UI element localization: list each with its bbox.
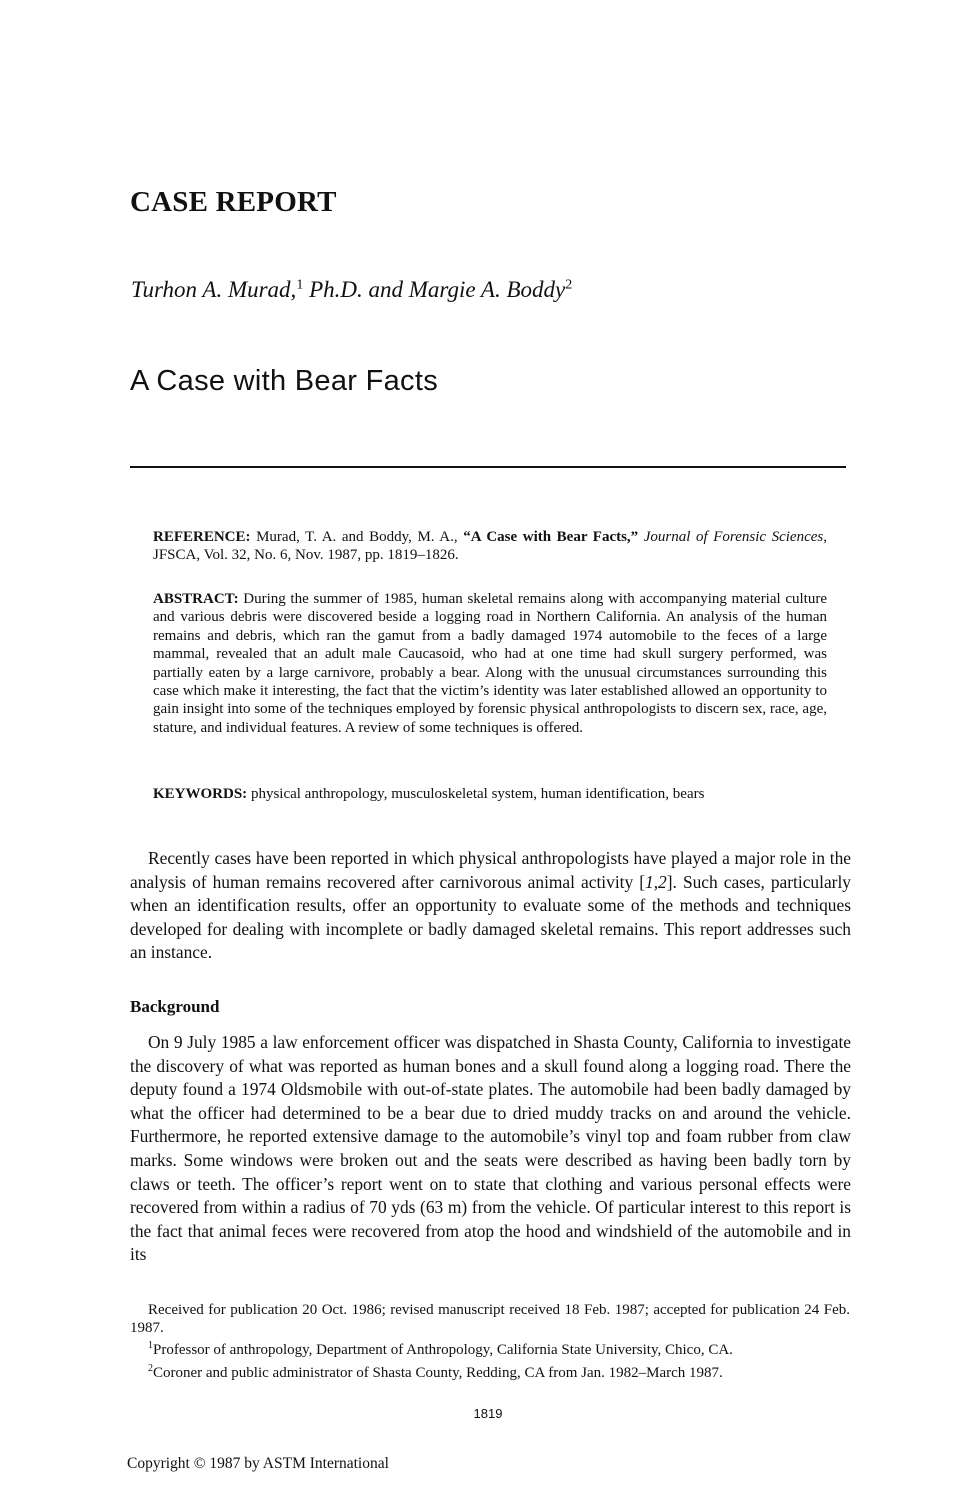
author-1-degree: Ph.D. xyxy=(303,277,363,302)
footnote-2 xyxy=(130,1360,850,1383)
author-1-note-mark: 1 xyxy=(296,277,304,293)
author-line xyxy=(131,277,572,303)
abstract-lead: ABSTRACT: xyxy=(153,591,239,607)
intro-section xyxy=(130,847,851,965)
reference-journal: Journal of Forensic Sciences, xyxy=(638,529,827,545)
intro-citation: 1,2 xyxy=(645,871,667,892)
footnotes xyxy=(130,1302,850,1382)
footnote-2-mark: 2 xyxy=(148,1362,153,1374)
background-section xyxy=(130,1031,851,1267)
author-2-note-mark: 2 xyxy=(565,277,573,293)
footnote-1-mark: 1 xyxy=(148,1340,153,1352)
author-1-name: Turhon A. Murad, xyxy=(131,277,297,302)
title-divider xyxy=(130,466,846,468)
abstract-block xyxy=(153,590,827,737)
received-note: Received for publication 20 Oct. 1986; revised manuscript received 18 Feb. 1987; accepted for publication 24 Feb. 1987. xyxy=(130,1302,850,1336)
keywords-block xyxy=(153,785,827,803)
keywords-lead: KEYWORDS: xyxy=(153,786,248,802)
intro-text-before: Recently cases have been reported in which physical anthropologists have played a major role in the analysis of human remains recovered after carnivorous animal activity [ xyxy=(130,848,851,892)
intro-text-after: ]. Such cases, particularly when an identification results, offer an opportunity to evaluate some of the methods and techniques developed for dealing with incomplete or badly damaged skeletal remains. This report addresses such an instance. xyxy=(130,871,851,963)
author-joiner: and xyxy=(362,277,409,302)
footnote-1 xyxy=(130,1337,850,1360)
copyright-line: Copyright © 1987 by ASTM International xyxy=(127,1455,389,1472)
footnote-2-text: Coroner and public administrator of Shasta County, Redding, CA from Jan. 1982–March 1987. xyxy=(153,1364,723,1381)
article-title: A Case with Bear Facts xyxy=(130,365,438,397)
background-heading: Background xyxy=(130,997,220,1016)
page-number: 1819 xyxy=(473,1406,503,1421)
section-label: CASE REPORT xyxy=(130,186,337,218)
footnote-1-text: Professor of anthropology, Department of Anthropology, California State University, Chico, CA. xyxy=(153,1342,733,1359)
intro-paragraph xyxy=(130,847,851,965)
reference-block xyxy=(153,528,827,565)
reference-text-after: JFSCA, Vol. 32, No. 6, Nov. 1987, pp. 1819–1826. xyxy=(153,547,459,564)
author-2-name: Margie A. Boddy xyxy=(408,277,566,302)
reference-lead: REFERENCE: xyxy=(153,529,251,545)
abstract-text: During the summer of 1985, human skeletal remains along with accompanying material culture and various debris were discovered beside a logging road in Northern California. An analysis of the human remains and debris, which ran the gamut from a badly damaged 1974 automobile to the feces of a large mammal, revealed that an adult male Caucasoid, who had at one time had skull surgery performed, was partially eaten by a large carnivore, probably a bear. Along with the unusual circumstances surrounding this case which make it interesting, the fact that the victim’s identity was later established allowed an opportunity to gain insight into some of the techniques employed by forensic physical anthropologists to discern sex, race, age, stature, and individual features. A review of some techniques is offered. xyxy=(153,591,827,736)
keywords-text: physical anthropology, musculoskeletal system, human identification, bears xyxy=(247,786,705,802)
reference-text-before: Murad, T. A. and Boddy, M. A., xyxy=(250,529,464,545)
background-paragraph: On 9 July 1985 a law enforcement officer was dispatched in Shasta County, California to investigate the discovery of what was reported as human bones and a skull found along a logging road. There the deputy found a 1974 Oldsmobile with out-of-state plates. The automobile had been badly damaged by what the officer had determined to be a bear due to dried muddy tracks on and around the vehicle. Furthermore, he reported extensive damage to the automobile’s vinyl top and foam rubber from claw marks. Some windows were broken out and the seats were described as having been badly torn by claws or teeth. The officer’s report went on to state that clothing and various personal effects were recovered from within a radius of 70 yds (63 m) from the vehicle. Of particular interest to this report is the fact that animal feces were recovered from atop the hood and windshield of the automobile and in its xyxy=(130,1032,851,1265)
reference-article-title: “A Case with Bear Facts,” xyxy=(463,529,639,545)
